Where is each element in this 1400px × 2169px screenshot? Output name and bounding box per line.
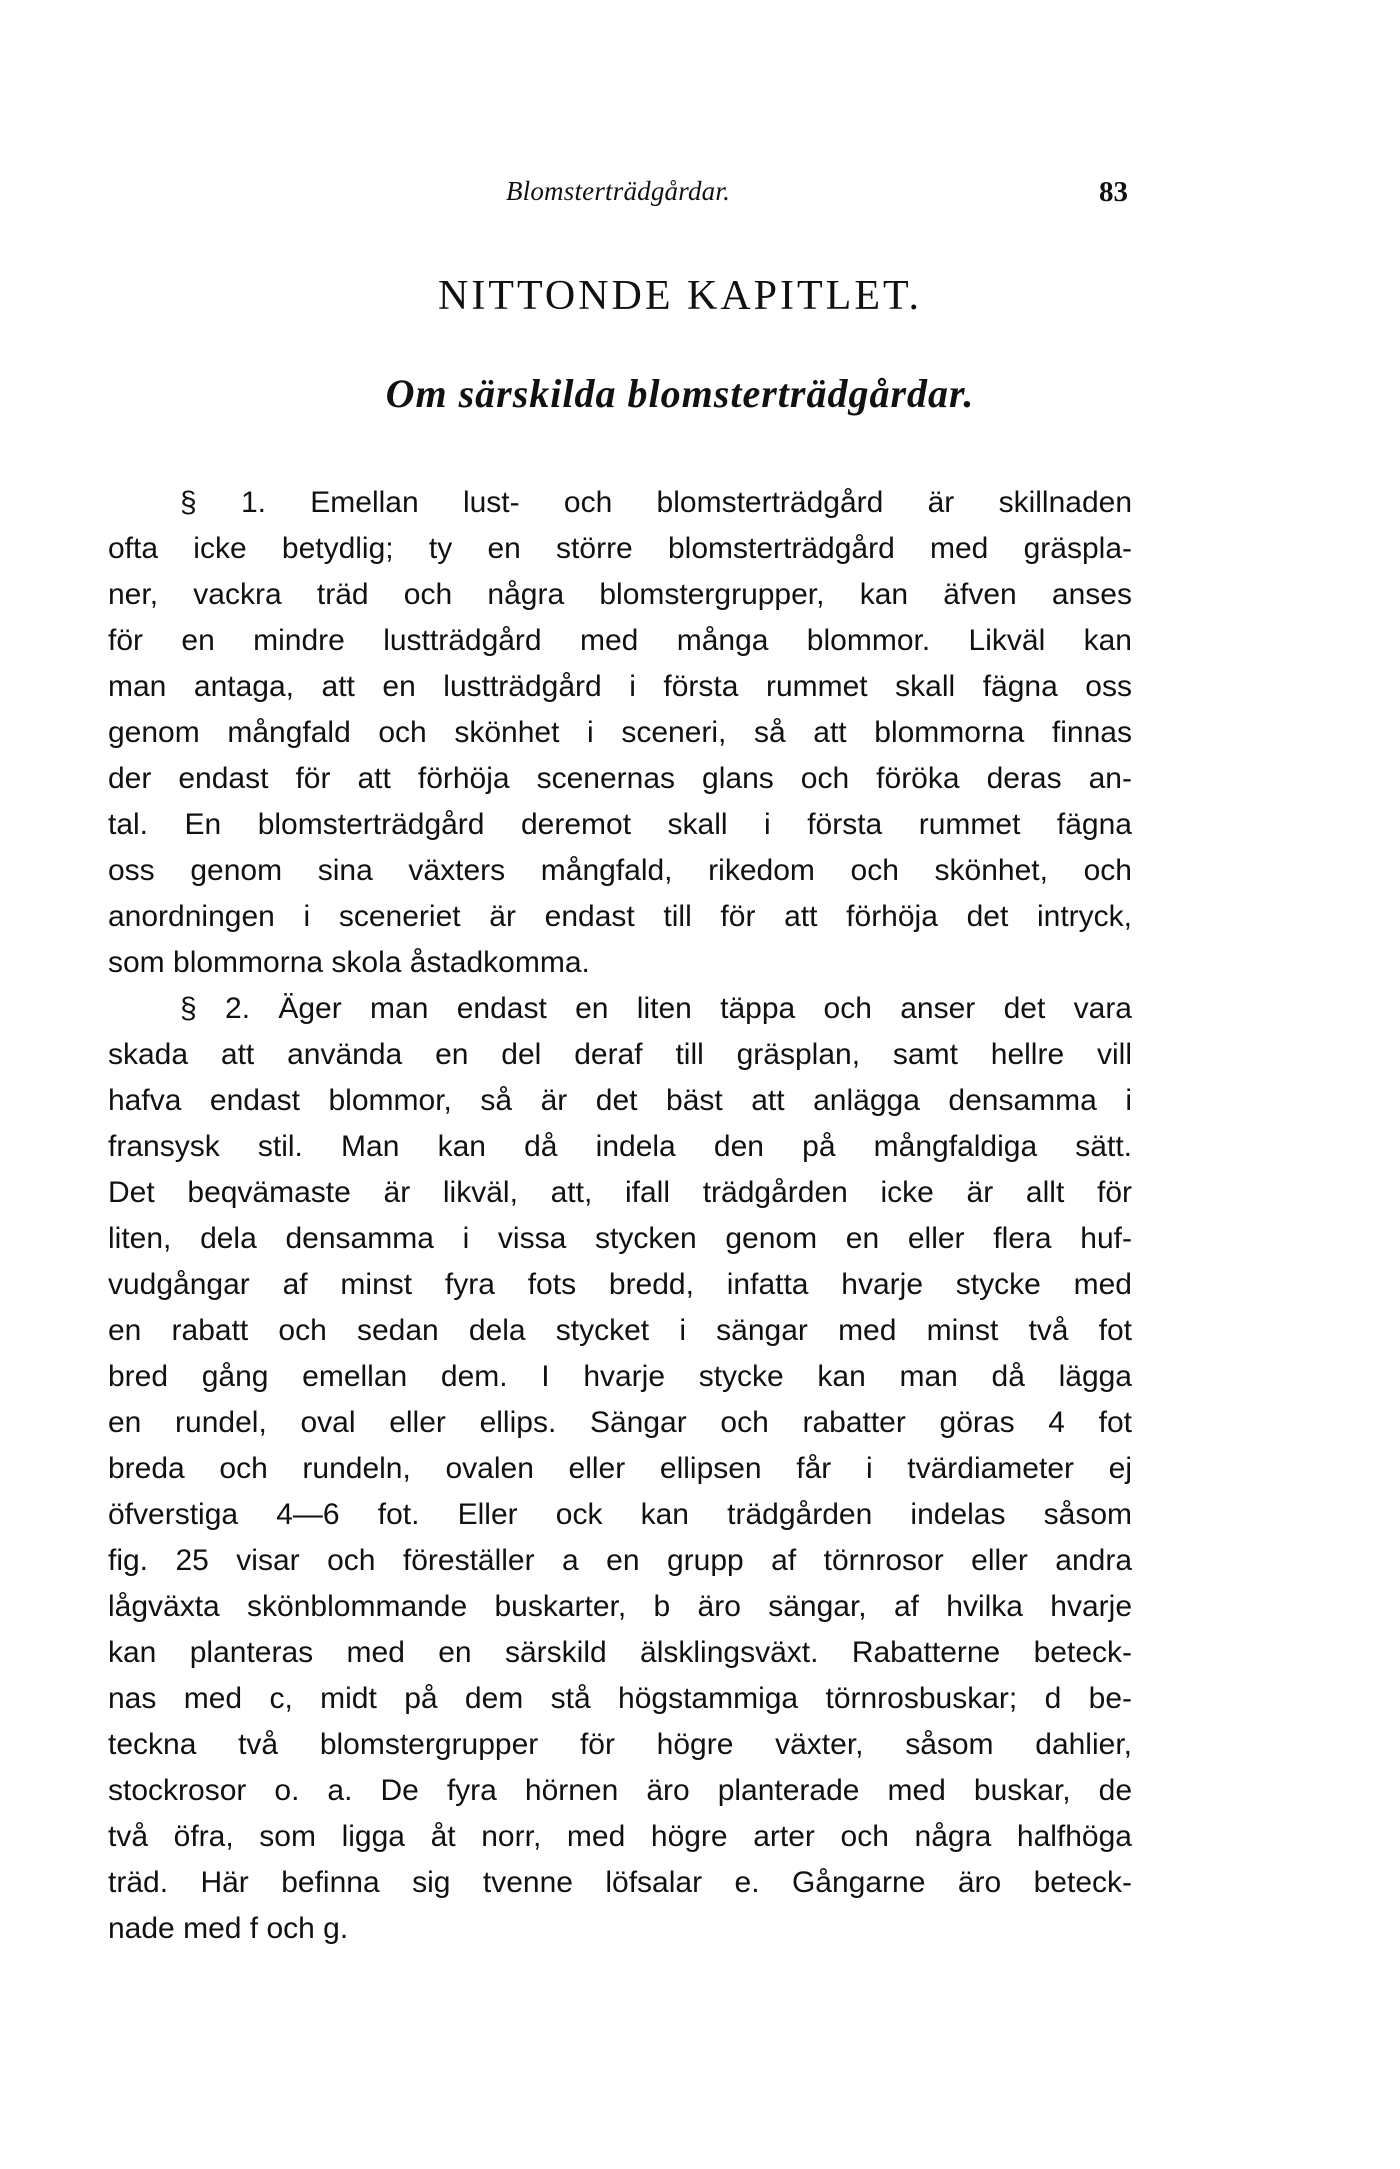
text-line: stockrosor o. a. De fyra hörnen äro planterade med buskar, de (108, 1774, 1132, 1807)
text-line: två öfra, som ligga åt norr, med högre arter och några halfhöga (108, 1820, 1132, 1853)
chapter-subtitle: Om särskilda blomsterträdgårdar. (385, 371, 975, 416)
text-line: tal. En blomsterträdgård deremot skall i första rummet fägna (108, 808, 1132, 841)
text-line: öfverstiga 4—6 fot. Eller ock kan trädgården indelas såsom (108, 1498, 1132, 1531)
text-line: en rabatt och sedan dela stycket i sängar med minst två fot (108, 1314, 1132, 1347)
text-line: ner, vackra träd och några blomstergrupper, kan äfven anses (108, 578, 1132, 611)
text-line: kan planteras med en särskild älsklingsväxt. Rabatterne beteck- (108, 1636, 1132, 1669)
text-line: oss genom sina växters mångfald, rikedom och skönhet, och (108, 854, 1132, 887)
text-line: ofta icke betydlig; ty en större blomsterträdgård med gräspla- (108, 532, 1132, 565)
running-title: Blomsterträdgårdar. (505, 176, 731, 206)
text-line: nade med f och g. (108, 1912, 349, 1945)
text-line: skada att använda en del deraf till gräsplan, samt hellre vill (108, 1038, 1132, 1071)
text-line: fig. 25 visar och föreställer a en grupp af törnrosor eller andra (108, 1544, 1132, 1577)
text-line: der endast för att förhöja scenernas glans och föröka deras an- (108, 762, 1132, 795)
text-line: § 2. Äger man endast en liten täppa och anser det vara (180, 992, 1132, 1025)
chapter-title: NITTONDE KAPITLET. (437, 273, 923, 319)
text-line: Det beqvämaste är likväl, att, ifall trädgården icke är allt för (108, 1176, 1132, 1209)
text-line: nas med c, midt på dem stå högstammiga törnrosbuskar; d be- (108, 1682, 1132, 1715)
page-number: 83 (1099, 176, 1128, 208)
text-line: genom mångfald och skönhet i sceneri, så att blommorna finnas (108, 716, 1132, 749)
text-line: som blommorna skola åstadkomma. (108, 946, 590, 979)
body-text (108, 480, 1132, 1952)
text-line: fransysk stil. Man kan då indela den på mångfaldiga sätt. (108, 1130, 1132, 1163)
text-line: anordningen i sceneriet är endast till för att förhöja det intryck, (108, 900, 1132, 933)
text-line: man antaga, att en lustträdgård i första rummet skall fägna oss (108, 670, 1132, 703)
text-line: teckna två blomstergrupper för högre växter, såsom dahlier, (108, 1728, 1132, 1761)
text-line: bred gång emellan dem. I hvarje stycke kan man då lägga (108, 1360, 1132, 1393)
text-line: träd. Här befinna sig tvenne löfsalar e. Gångarne äro beteck- (108, 1866, 1132, 1899)
text-line: hafva endast blommor, så är det bäst att anlägga densamma i (108, 1084, 1132, 1117)
text-line: liten, dela densamma i vissa stycken genom en eller flera huf- (108, 1222, 1132, 1255)
text-line: § 1. Emellan lust- och blomsterträdgård är skillnaden (180, 486, 1132, 519)
text-line: en rundel, oval eller ellips. Sängar och rabatter göras 4 fot (108, 1406, 1132, 1439)
text-line: för en mindre lustträdgård med många blommor. Likväl kan (108, 624, 1132, 657)
text-line: breda och rundeln, ovalen eller ellipsen får i tvärdiameter ej (108, 1452, 1132, 1485)
running-head (108, 176, 1128, 216)
text-line: lågväxta skönblommande buskarter, b äro sängar, af hvilka hvarje (108, 1590, 1132, 1623)
text-line: vudgångar af minst fyra fots bredd, infatta hvarje stycke med (108, 1268, 1132, 1301)
